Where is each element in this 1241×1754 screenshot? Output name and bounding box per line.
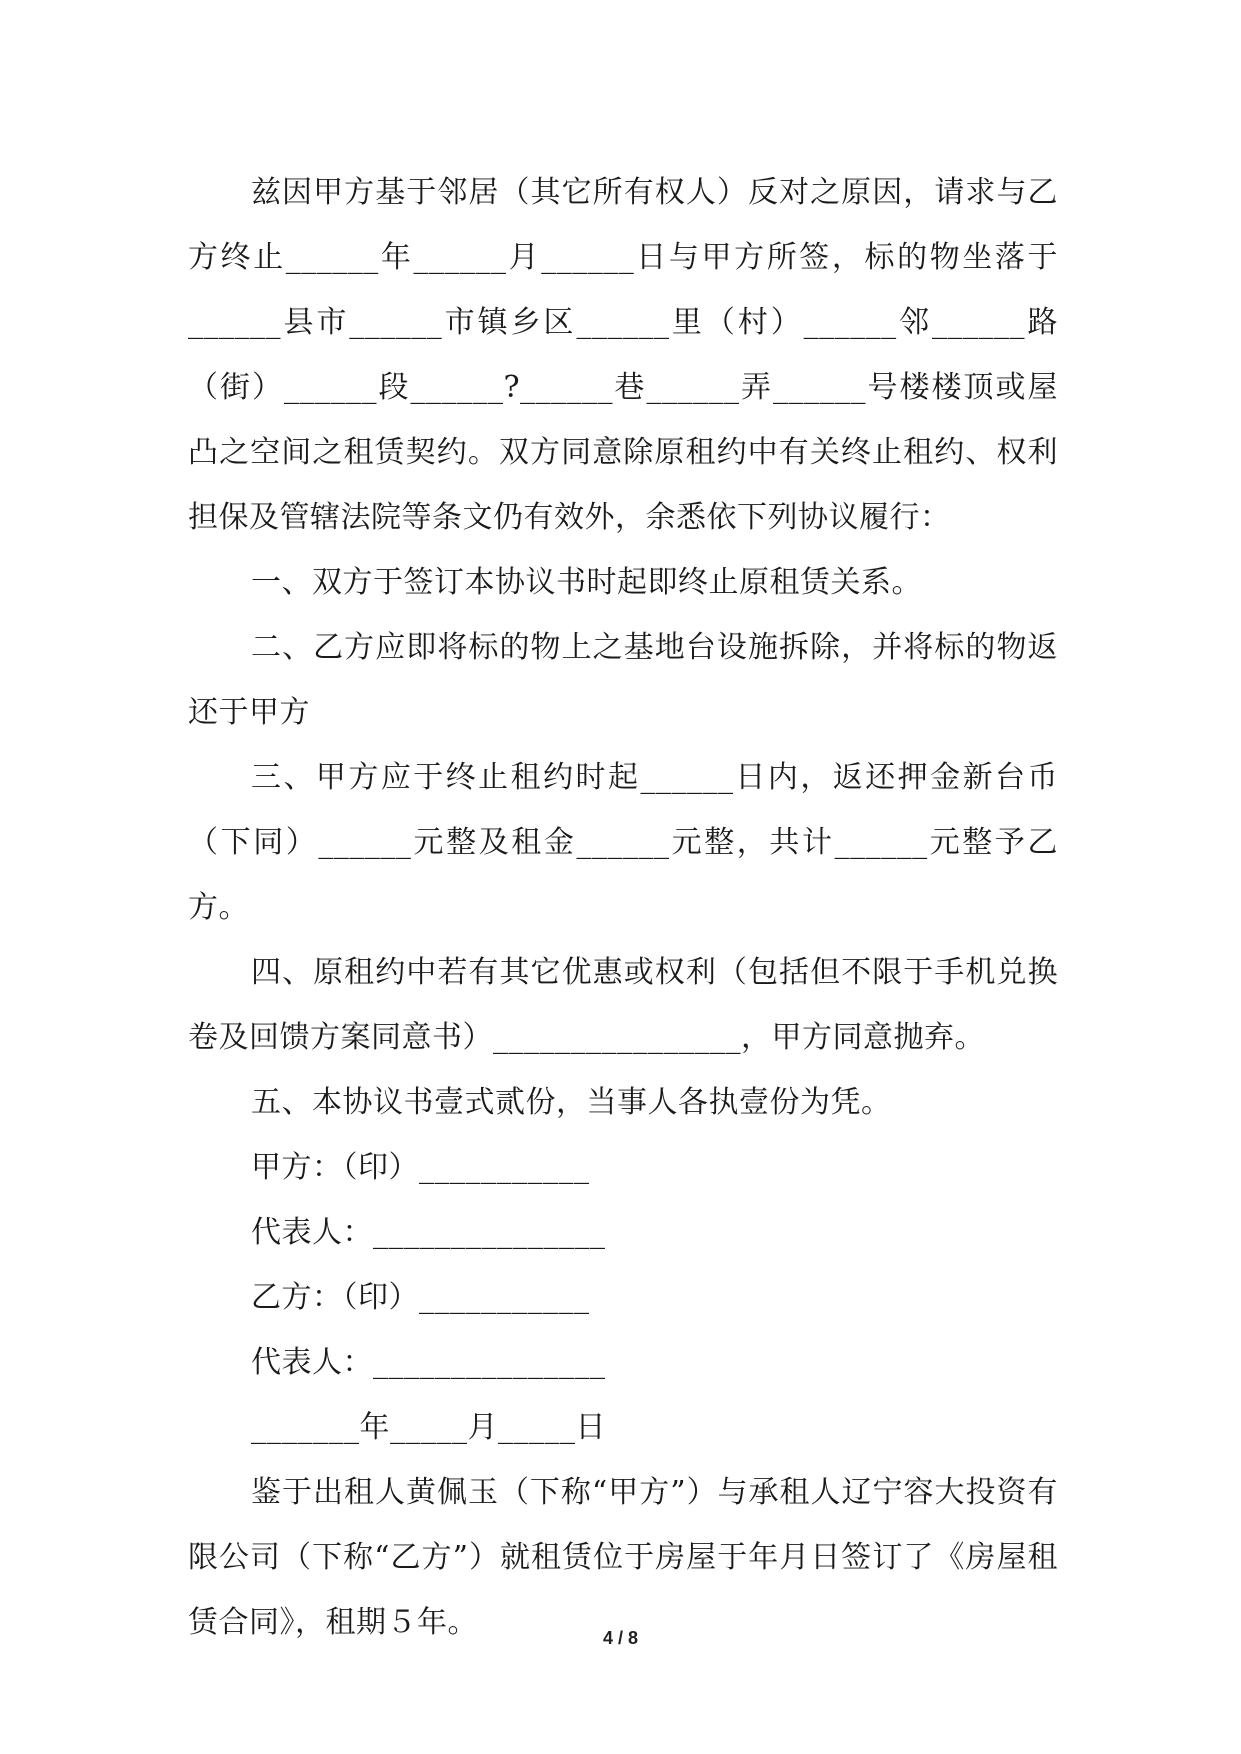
document-body bbox=[188, 160, 1058, 1655]
clause-5: 五、本协议书壹式贰份，当事人各执壹份为凭。 bbox=[251, 1085, 892, 1120]
closing-paragraph: 鉴于出租人黄佩玉（下称“甲方”）与承租人辽宁容大投资有限公司（下称“乙方”）就租赁位于房屋于年月日签订了《房屋租赁合同》，租期５年。 bbox=[188, 1475, 1058, 1640]
clause-2: 二、乙方应即将标的物上之基地台设施拆除，并将标的物返还于甲方 bbox=[188, 630, 1058, 730]
party-a-seal-line: 甲方：（印）___________ bbox=[251, 1150, 590, 1185]
clause-4: 四、原租约中若有其它优惠或权利（包括但不限于手机兑换卷及回馈方案同意书）________________，甲方同意抛弃。 bbox=[188, 955, 1058, 1055]
intro-paragraph: 兹因甲方基于邻居（其它所有权人）反对之原因，请求与乙方终止______年______月______日与甲方所签，标的物坐落于______县市______市镇乡区______里（村）______邻______路（街）______段______?______巷______弄______号楼楼顶或屋凸之空间之租赁契约。双方同意除原租约中有关终止租约、权利担保及管辖法院等条文仍有效外，余悉依下列协议履行： bbox=[188, 175, 1058, 535]
clause-3: 三、甲方应于终止租约时起______日内，返还押金新台币（下同）______元整及租金______元整，共计______元整予乙方。 bbox=[188, 760, 1058, 925]
party-a-representative-line: 代表人：_______________ bbox=[251, 1215, 606, 1250]
clause-1: 一、双方于签订本协议书时起即终止原租赁关系。 bbox=[251, 565, 922, 600]
party-b-seal-line: 乙方：（印）___________ bbox=[251, 1280, 590, 1315]
page-number: 4 / 8 bbox=[602, 1628, 639, 1648]
party-b-representative-line: 代表人：_______________ bbox=[251, 1345, 606, 1380]
date-line: _______年_____月_____日 bbox=[251, 1410, 606, 1445]
